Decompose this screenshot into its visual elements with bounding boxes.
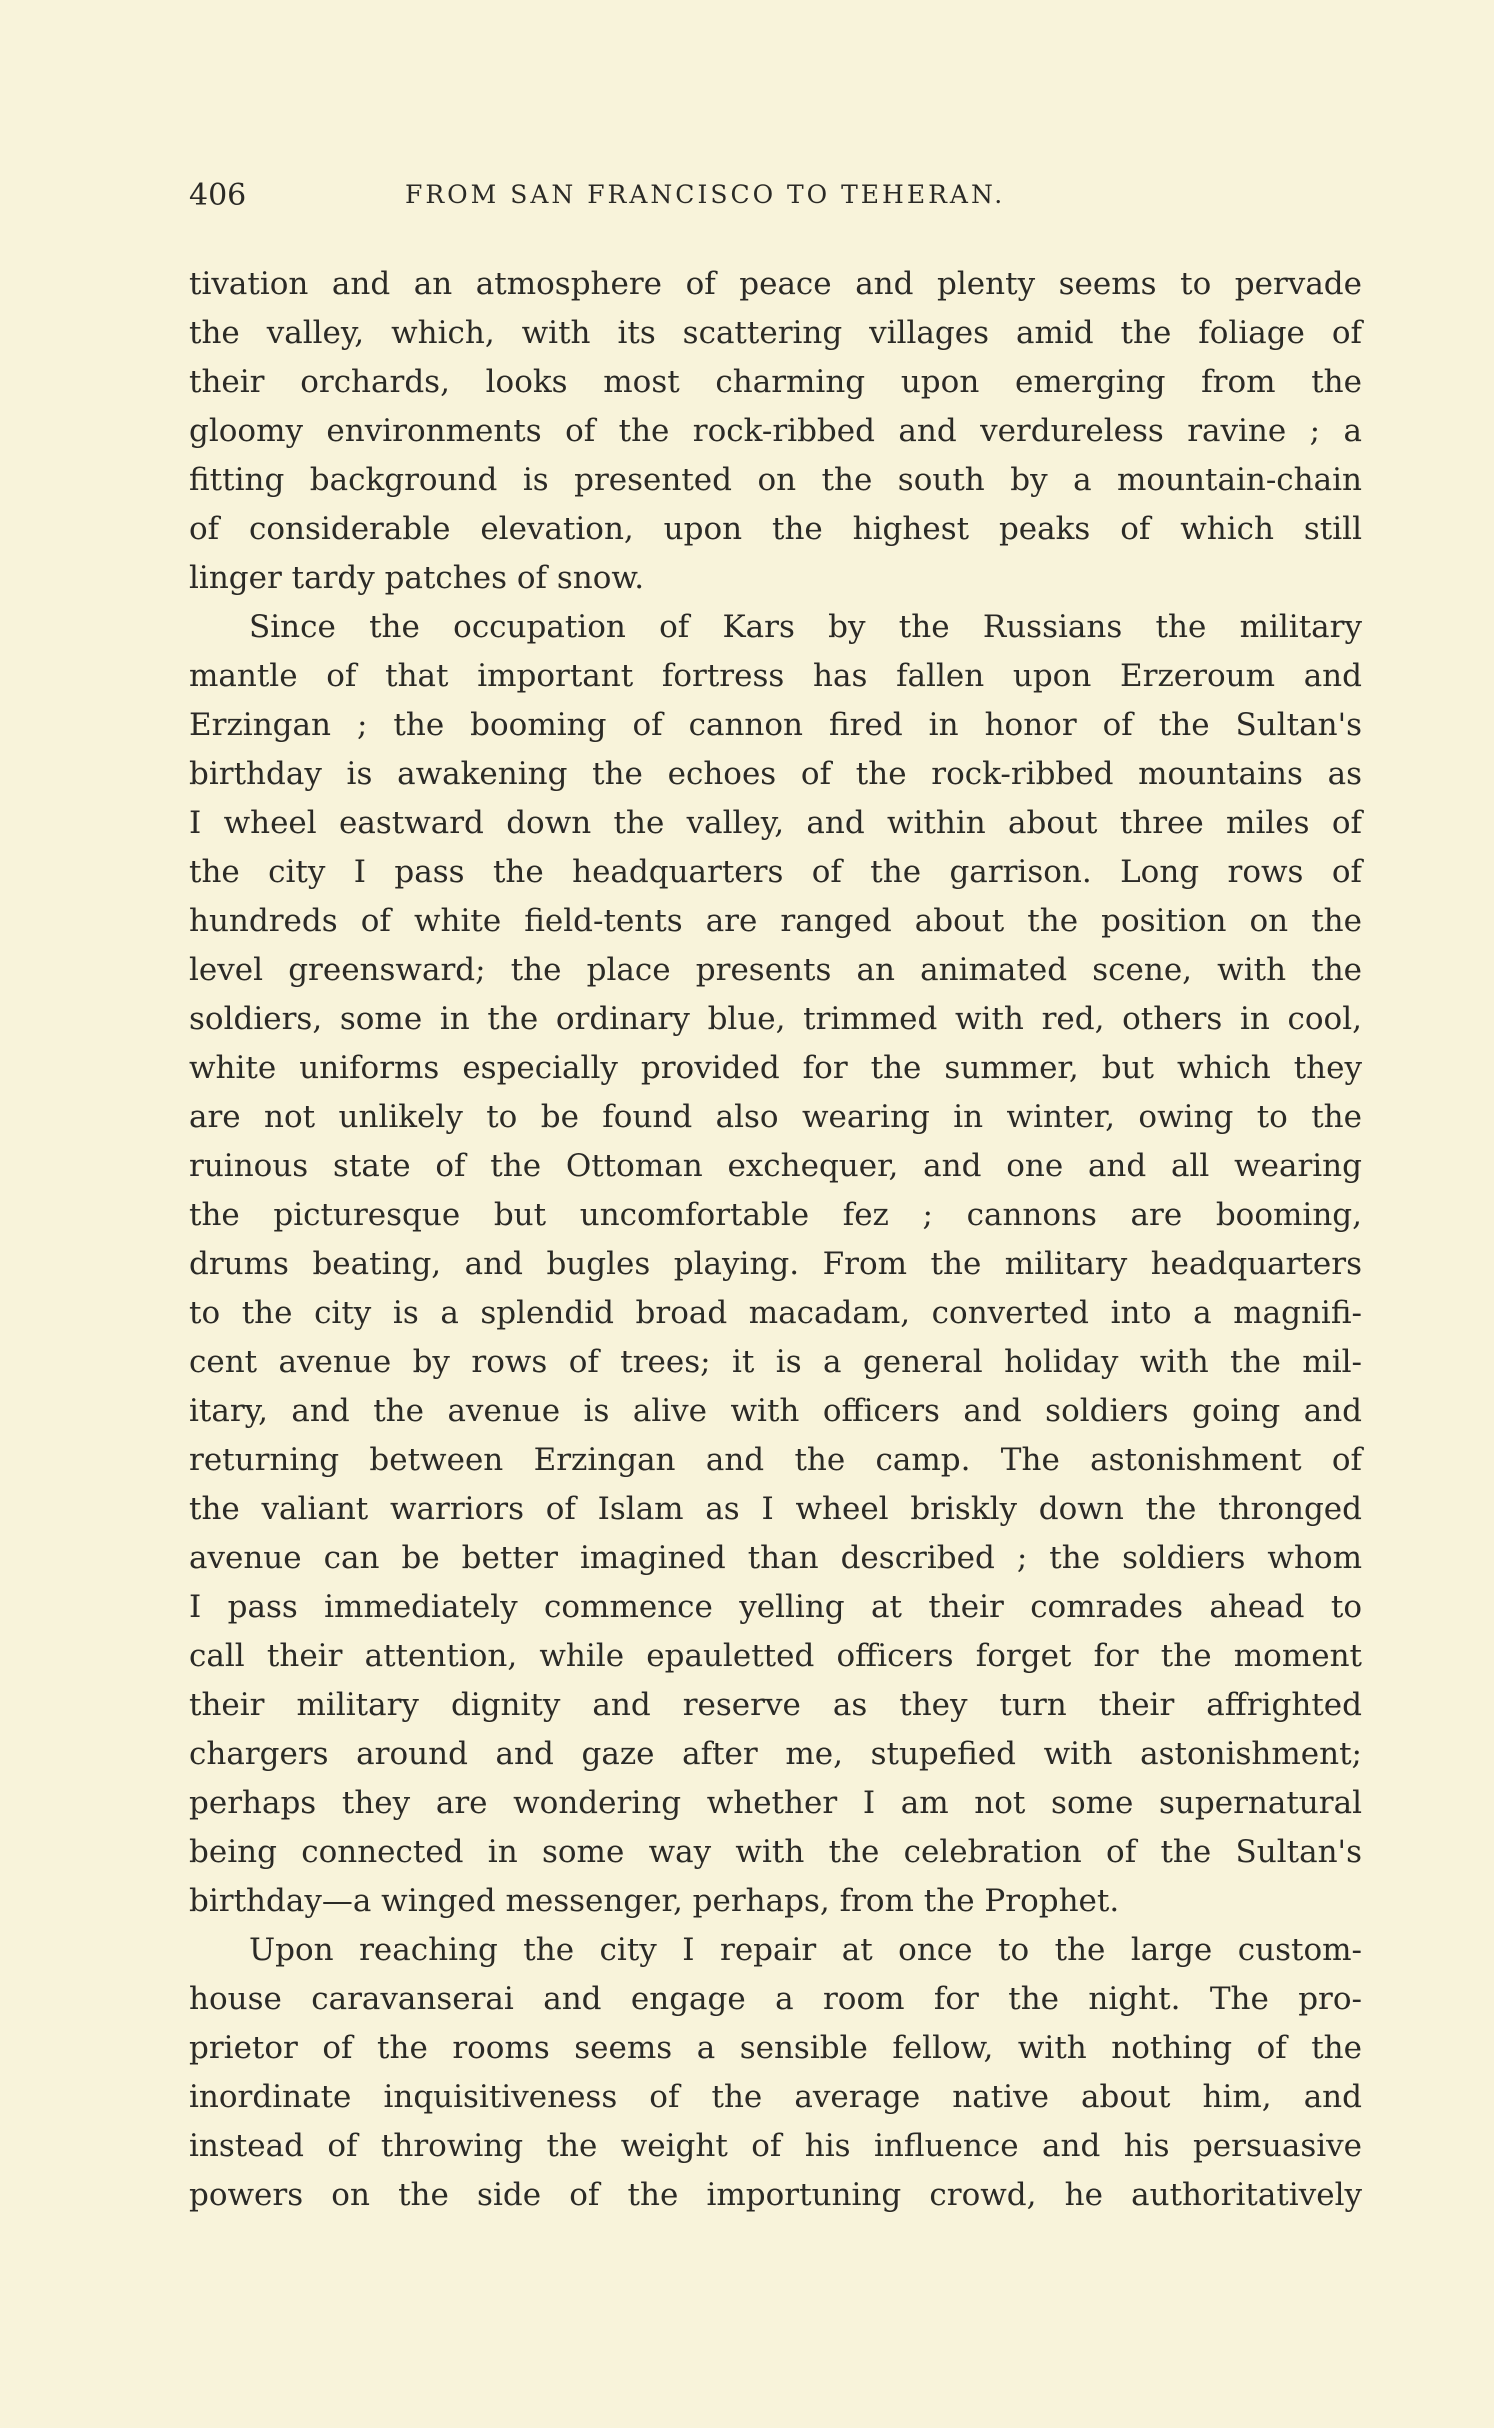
text-line: gloomy environments of the rock-ribbed and verdureless ravine ; a <box>189 413 1362 449</box>
text-line: their orchards, looks most charming upon emerging from the <box>189 364 1362 400</box>
text-line: perhaps they are wondering whether I am not some supernatural <box>189 1785 1362 1821</box>
text-line: I pass immediately commence yelling at their comrades ahead to <box>189 1589 1362 1625</box>
text-line: chargers around and gaze after me, stupefied with astonishment; <box>189 1736 1362 1772</box>
text-line: drums beating, and bugles playing. From the military headquarters <box>189 1246 1362 1282</box>
text-line: Erzingan ; the booming of cannon fired in honor of the Sultan's <box>189 707 1362 743</box>
text-line: powers on the side of the importuning crowd, he authoritatively <box>189 2177 1362 2213</box>
text-line: birthday is awakening the echoes of the rock-ribbed mountains as <box>189 756 1362 792</box>
text-line: their military dignity and reserve as they turn their affrighted <box>189 1687 1362 1723</box>
text-line: Upon reaching the city I repair at once to the large custom- <box>249 1932 1362 1968</box>
text-line: are not unlikely to be found also wearing in winter, owing to the <box>189 1099 1362 1135</box>
text-line: fitting background is presented on the south by a mountain-chain <box>189 462 1362 498</box>
text-line: itary, and the avenue is alive with officers and soldiers going and <box>189 1393 1362 1429</box>
text-line: mantle of that important fortress has fallen upon Erzeroum and <box>189 658 1362 694</box>
text-line: the valiant warriors of Islam as I wheel briskly down the thronged <box>189 1491 1362 1527</box>
text-line: inordinate inquisitiveness of the average native about him, and <box>189 2079 1362 2115</box>
text-line: ruinous state of the Ottoman exchequer, and one and all wearing <box>189 1148 1362 1184</box>
text-line: the valley, which, with its scattering villages amid the foliage of <box>189 315 1362 351</box>
text-line: birthday—a winged messenger, perhaps, from the Prophet. <box>189 1883 1120 1919</box>
text-line: the city I pass the headquarters of the garrison. Long rows of <box>189 854 1362 890</box>
text-line: prietor of the rooms seems a sensible fellow, with nothing of the <box>189 2030 1362 2066</box>
text-line: the picturesque but uncomfortable fez ; cannons are booming, <box>189 1197 1362 1233</box>
text-line: to the city is a splendid broad macadam, converted into a magnifi- <box>189 1295 1362 1331</box>
page-header <box>189 178 1362 218</box>
running-title: FROM SAN FRANCISCO TO TEHERAN. <box>405 180 1006 209</box>
text-line: white uniforms especially provided for the summer, but which they <box>189 1050 1362 1086</box>
text-line: hundreds of white field-tents are ranged about the position on the <box>189 903 1362 939</box>
text-line: of considerable elevation, upon the highest peaks of which still <box>189 511 1362 547</box>
text-line: I wheel eastward down the valley, and within about three miles of <box>189 805 1362 841</box>
text-line: soldiers, some in the ordinary blue, trimmed with red, others in cool, <box>189 1001 1362 1037</box>
text-line: tivation and an atmosphere of peace and plenty seems to pervade <box>189 266 1362 302</box>
page-number: 406 <box>189 178 247 213</box>
text-line: house caravanserai and engage a room for the night. The pro- <box>189 1981 1362 2017</box>
text-line: instead of throwing the weight of his influence and his persuasive <box>189 2128 1362 2164</box>
text-line: Since the occupation of Kars by the Russians the military <box>249 609 1362 645</box>
text-line: call their attention, while epauletted officers forget for the moment <box>189 1638 1362 1674</box>
text-line: level greensward; the place presents an animated scene, with the <box>189 952 1362 988</box>
text-line: cent avenue by rows of trees; it is a general holiday with the mil- <box>189 1344 1362 1380</box>
body-text <box>189 260 1362 2220</box>
text-line: being connected in some way with the celebration of the Sultan's <box>189 1834 1362 1870</box>
text-line: linger tardy patches of snow. <box>189 560 645 596</box>
text-line: returning between Erzingan and the camp. The astonishment of <box>189 1442 1362 1478</box>
text-line: avenue can be better imagined than described ; the soldiers whom <box>189 1540 1362 1576</box>
